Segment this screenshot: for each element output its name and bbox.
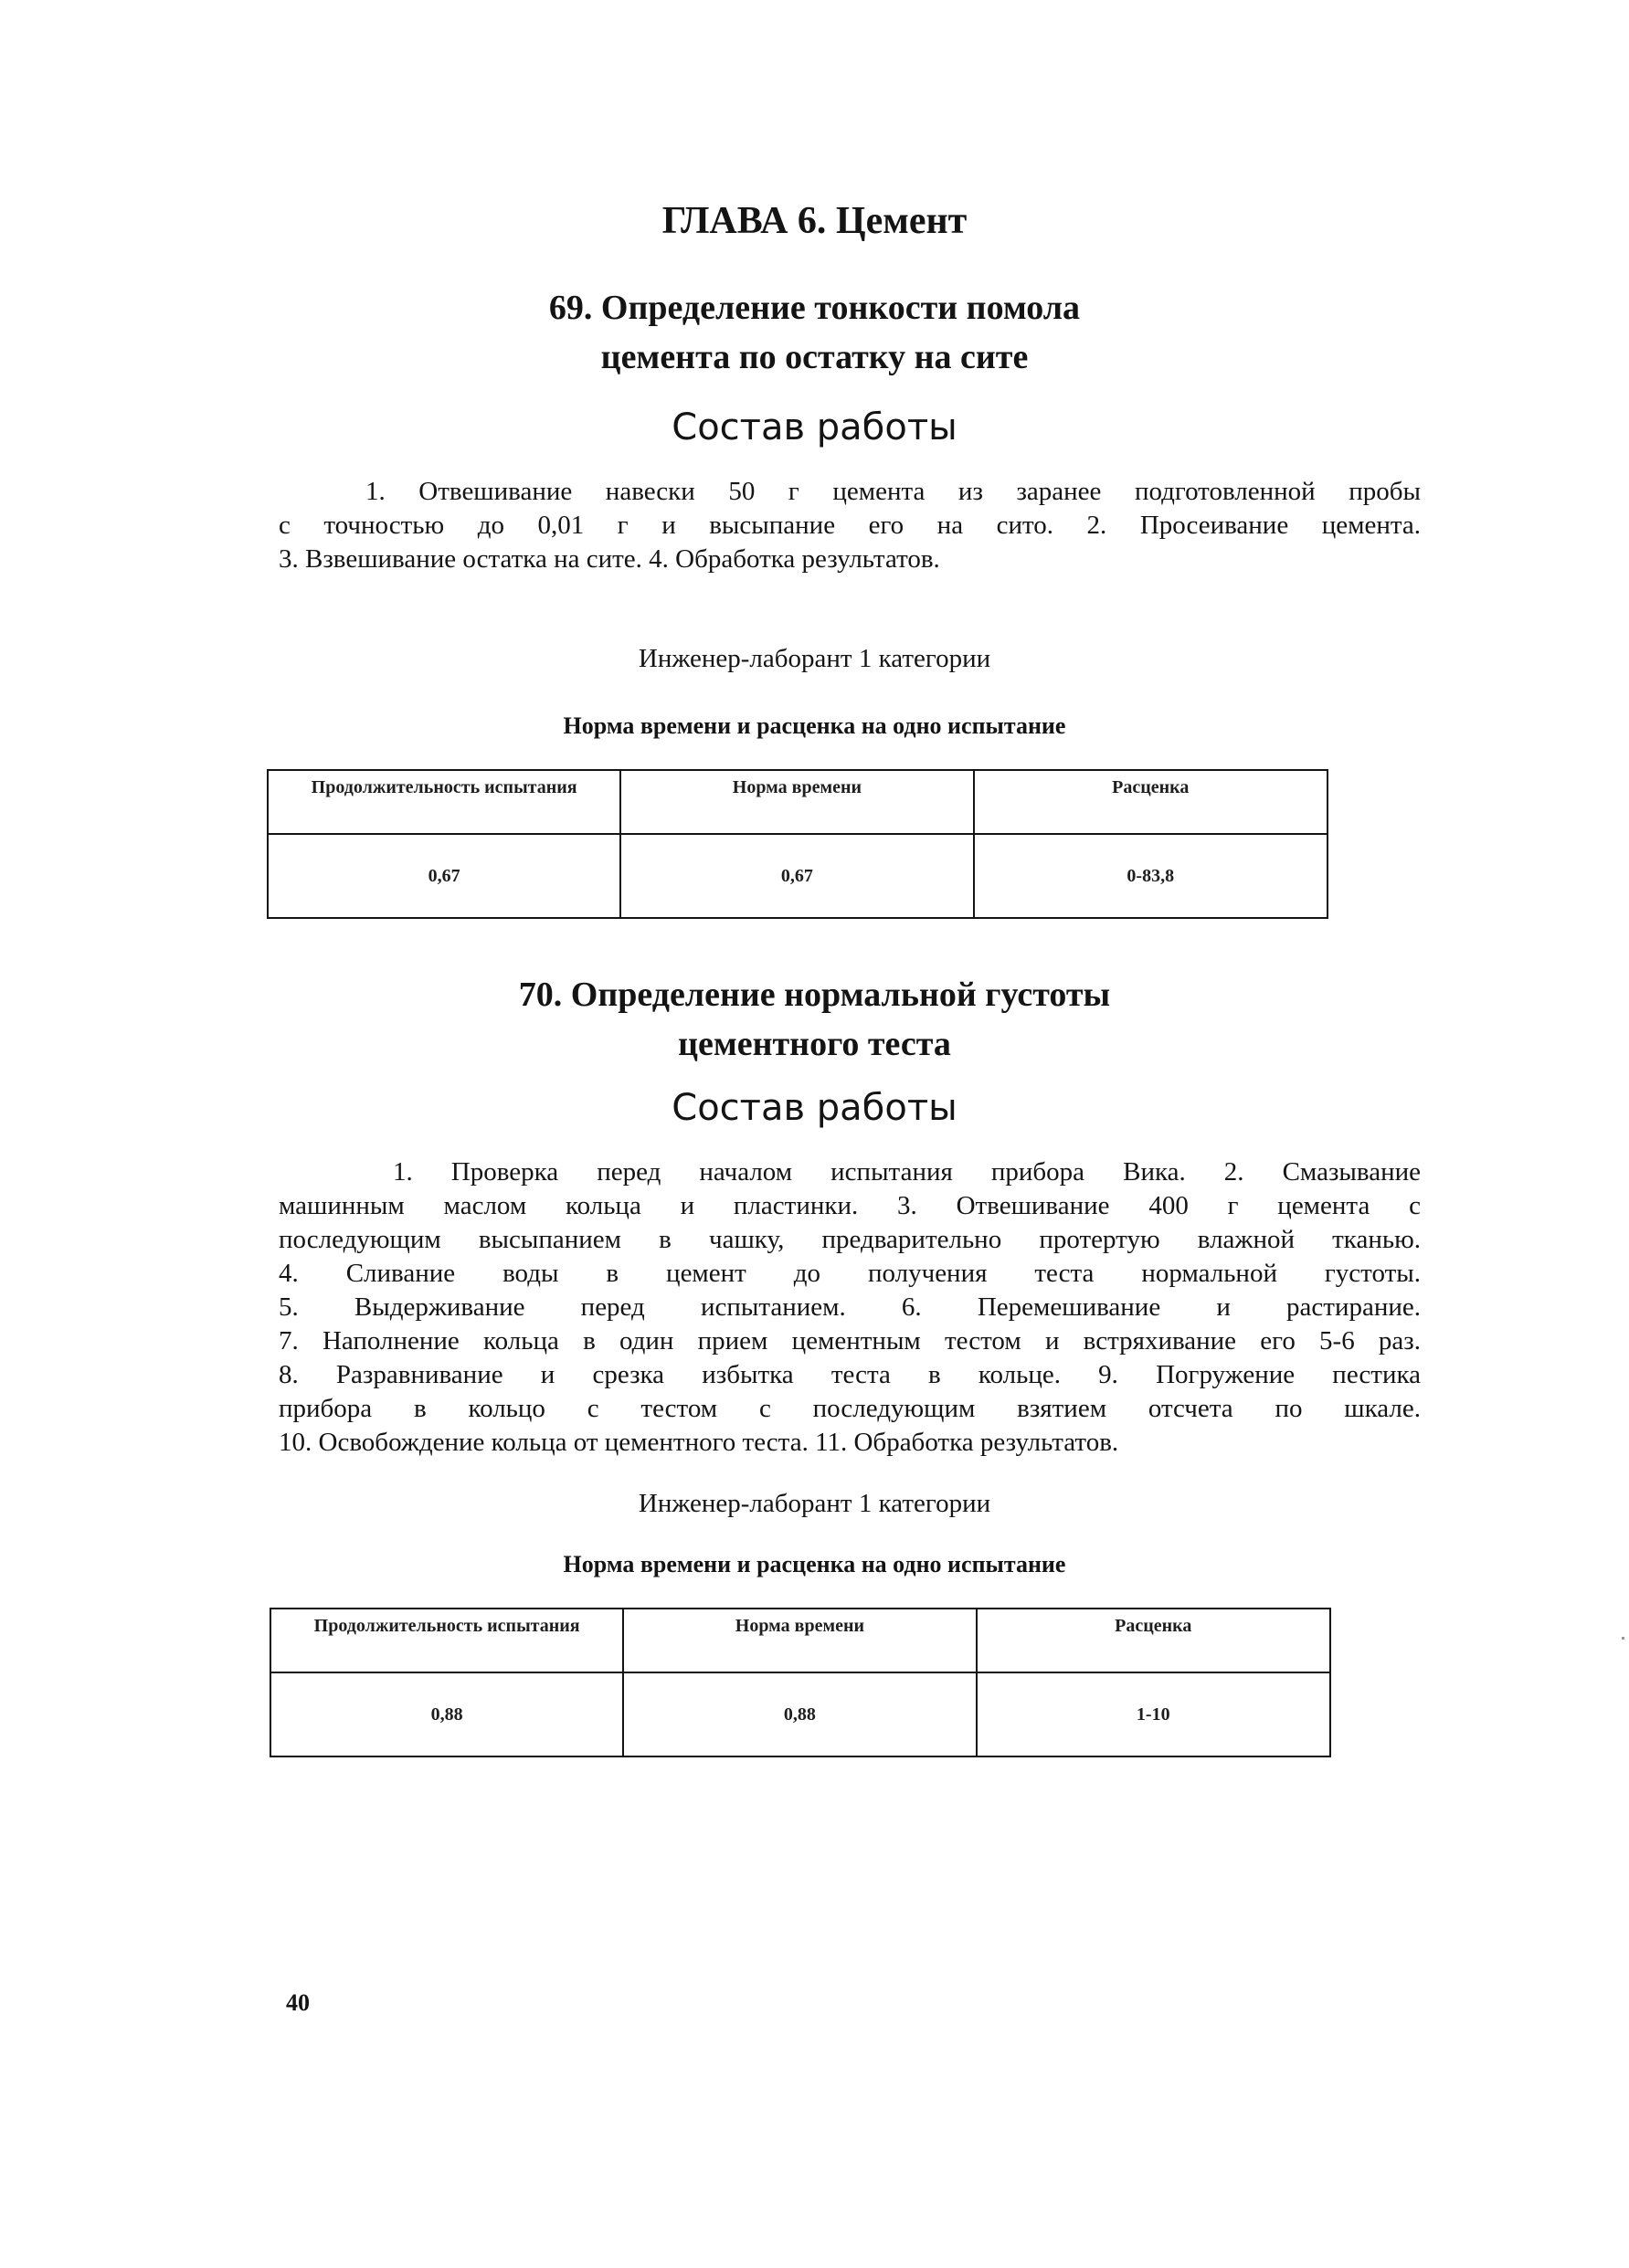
paragraph-line: 4. Сливание воды в цемент до получения теста нормальной густоты. bbox=[279, 1259, 1421, 1288]
section-70-composition-heading: Состав работы bbox=[672, 1087, 957, 1129]
value-time-norm: 0,67 bbox=[620, 834, 973, 918]
table-header-row bbox=[270, 1609, 1330, 1672]
chapter-title: ГЛАВА 6. Цемент bbox=[661, 200, 968, 242]
page-number: 40 bbox=[286, 1989, 310, 2016]
section-70-norm-table bbox=[270, 1608, 1331, 1757]
paragraph-line: с точностью до 0,01 г и высыпание его на сито. 2. Просеивание цемента. bbox=[279, 511, 1421, 540]
paragraph-line: 7. Наполнение кольца в один прием цементным тестом и встряхивание его 5-6 раз. bbox=[279, 1326, 1421, 1356]
table-header-row bbox=[268, 770, 1328, 834]
section-70-worker: Инженер-лаборант 1 категории bbox=[638, 1489, 991, 1518]
section-70-paragraph bbox=[279, 1155, 1421, 1460]
table-row bbox=[268, 834, 1328, 918]
section-69-composition-heading: Состав работы bbox=[672, 406, 957, 448]
paragraph-line: 5. Выдерживание перед испытанием. 6. Перемешивание и растирание. bbox=[279, 1292, 1421, 1322]
header-time-norm: Норма времени bbox=[620, 770, 973, 834]
value-duration: 0,88 bbox=[270, 1672, 623, 1756]
value-duration: 0,67 bbox=[268, 834, 620, 918]
paragraph-line: последующим высыпанием в чашку, предварительно протертую влажной тканью. bbox=[279, 1225, 1421, 1254]
table-row bbox=[270, 1672, 1330, 1756]
value-time-norm: 0,88 bbox=[623, 1672, 976, 1756]
paragraph-line: 1. Проверка перед началом испытания прибора Вика. 2. Смазывание bbox=[393, 1157, 1421, 1187]
paragraph-line: 8. Разравнивание и срезка избытка теста в кольце. 9. Погружение пестика bbox=[279, 1360, 1421, 1389]
paragraph-line: 1. Отвешивание навески 50 г цемента из заранее подготовленной пробы bbox=[365, 477, 1421, 506]
header-time-norm: Норма времени bbox=[623, 1609, 976, 1672]
section-69-paragraph bbox=[279, 475, 1421, 576]
header-rate: Расценка bbox=[977, 1609, 1330, 1672]
paragraph-line: прибора в кольцо с тестом с последующим взятием отсчета по шкале. bbox=[279, 1394, 1421, 1423]
section-69-worker: Инженер-лаборант 1 категории bbox=[638, 644, 991, 673]
section-69-norm-table bbox=[267, 769, 1328, 919]
paragraph-line: 10. Освобождение кольца от цементного теста. 11. Обработка результатов. bbox=[279, 1428, 1119, 1457]
header-duration: Продолжительность испытания bbox=[268, 770, 620, 834]
value-rate: 1-10 bbox=[977, 1672, 1330, 1756]
header-duration: Продолжительность испытания bbox=[270, 1609, 623, 1672]
paragraph-line: машинным маслом кольца и пластинки. 3. Отвешивание 400 г цемента с bbox=[279, 1191, 1421, 1220]
section-70-title bbox=[0, 970, 1629, 1069]
section-69-title-line2: цемента по остатку на сите bbox=[600, 338, 1029, 376]
scan-speck bbox=[1622, 1637, 1624, 1640]
section-69-title bbox=[0, 283, 1629, 382]
header-rate: Расценка bbox=[974, 770, 1328, 834]
section-69-norm-heading: Норма времени и расценка на одно испытание bbox=[563, 712, 1066, 739]
section-70-norm-heading: Норма времени и расценка на одно испытание bbox=[563, 1551, 1066, 1577]
section-69-title-line1: 69. Определение тонкости помола bbox=[548, 289, 1081, 327]
section-70-title-line2: цементного теста bbox=[678, 1025, 951, 1063]
value-rate: 0-83,8 bbox=[974, 834, 1328, 918]
paragraph-line: 3. Взвешивание остатка на сите. 4. Обработка результатов. bbox=[279, 544, 940, 574]
section-70-title-line1: 70. Определение нормальной густоты bbox=[518, 976, 1111, 1014]
